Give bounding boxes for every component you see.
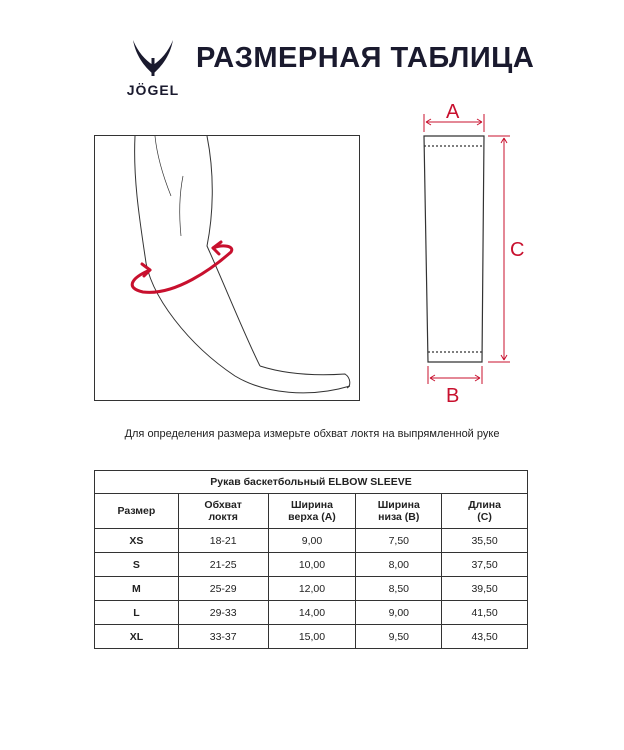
arm-drawing (95, 136, 360, 401)
size-cell: S (95, 553, 179, 577)
page-title: РАЗМЕРНАЯ ТАБЛИЦА (196, 42, 535, 74)
dimension-label-c: C (510, 239, 525, 261)
measurement-instruction: Для определения размера измерьте обхват локтя на выпрямленной руке (124, 428, 500, 440)
header-length: Длина (С) (442, 494, 528, 529)
table-caption: Рукав баскетбольный ELBOW SLEEVE (95, 471, 528, 494)
table-row (95, 577, 528, 601)
header-elbow-girth: Обхват локтя (178, 494, 268, 529)
arm-measurement-illustration (94, 135, 360, 401)
size-cell: M (95, 577, 179, 601)
table-header-row (95, 494, 528, 529)
girth-cell: 29-33 (178, 601, 268, 625)
jogel-emblem-icon (128, 38, 178, 78)
length-cell: 39,50 (442, 577, 528, 601)
dimension-label-b: B (446, 385, 460, 407)
girth-cell: 21-25 (178, 553, 268, 577)
bottom-width-cell: 8,50 (356, 577, 442, 601)
size-table (94, 470, 528, 649)
table-row (95, 553, 528, 577)
table-row (95, 529, 528, 553)
girth-cell: 33-37 (178, 625, 268, 649)
top-width-cell: 14,00 (268, 601, 356, 625)
table-row (95, 601, 528, 625)
top-width-cell: 10,00 (268, 553, 356, 577)
girth-cell: 18-21 (178, 529, 268, 553)
size-cell: XS (95, 529, 179, 553)
bottom-width-cell: 9,50 (356, 625, 442, 649)
size-cell: XL (95, 625, 179, 649)
table-row (95, 625, 528, 649)
dimension-label-a: A (446, 101, 460, 123)
top-width-cell: 9,00 (268, 529, 356, 553)
length-cell: 37,50 (442, 553, 528, 577)
sleeve-drawing (398, 98, 538, 408)
bottom-width-cell: 7,50 (356, 529, 442, 553)
bottom-width-cell: 8,00 (356, 553, 442, 577)
header-size: Размер (95, 494, 179, 529)
brand-name: JÖGEL (126, 82, 180, 98)
girth-cell: 25-29 (178, 577, 268, 601)
length-cell: 35,50 (442, 529, 528, 553)
length-cell: 43,50 (442, 625, 528, 649)
header-top-width: Ширина верха (А) (268, 494, 356, 529)
header-bottom-width: Ширина низа (B) (356, 494, 442, 529)
sleeve-dimension-diagram (398, 98, 538, 408)
top-width-cell: 12,00 (268, 577, 356, 601)
length-cell: 41,50 (442, 601, 528, 625)
brand-logo (118, 38, 188, 100)
size-cell: L (95, 601, 179, 625)
top-width-cell: 15,00 (268, 625, 356, 649)
bottom-width-cell: 9,00 (356, 601, 442, 625)
